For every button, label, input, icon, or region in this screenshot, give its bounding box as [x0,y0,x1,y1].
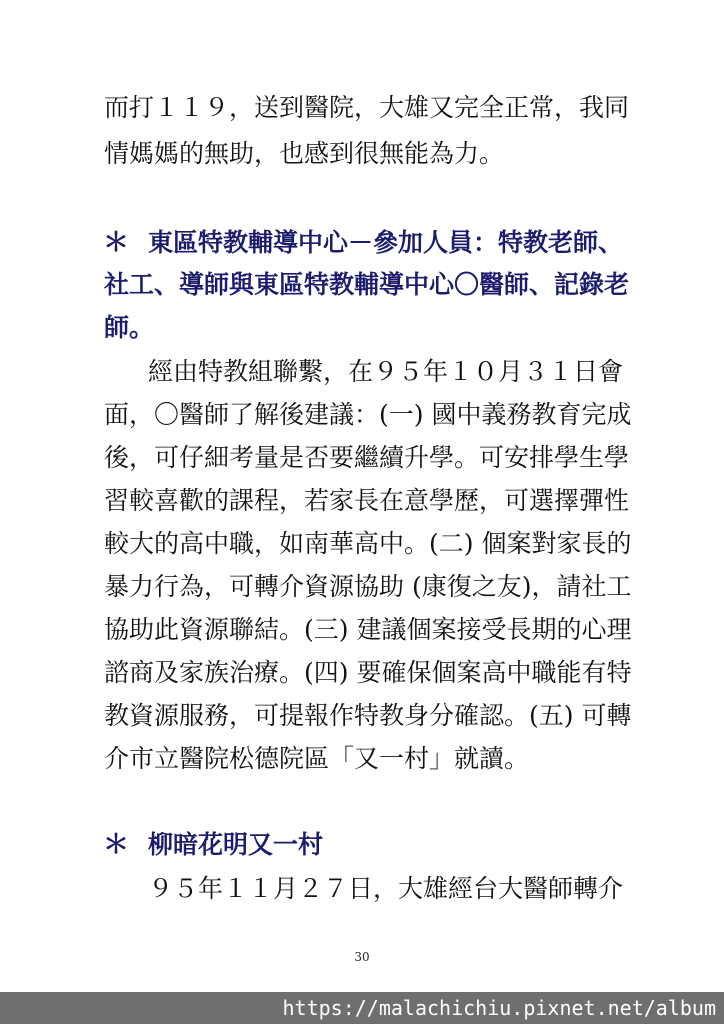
section2-heading: 柳暗花明又一村 [148,830,324,859]
page-number: 30 [354,950,370,964]
intro-line-1: 而打１１９，送到醫院，大雄又完全正常，我同 [104,93,630,122]
section1-body-line-6: 暴力行為，可轉介資源協助 (康復之友)，請社工 [104,572,632,601]
section1-body-line-10: 介市立醫院松德院區「又一村」就讀。 [104,744,530,773]
section1-body-line-2: 面，〇醫師了解後建議：(一) 國中義務教育完成 [104,400,632,429]
section1-body-line-5: 較大的高中職，如南華高中。(二) 個案對家長的 [104,529,632,558]
section2-body-line-1: ９５年１１月２７日，大雄經台大醫師轉介 [148,874,624,903]
watermark-bar [0,992,724,1024]
section1-heading-line-1: 東區特教輔導中心－參加人員：特教老師、 [148,228,624,257]
section1-body-line-9: 教資源服務，可提報作特教身分確認。(五) 可轉 [104,701,632,730]
intro-line-2: 情媽媽的無助，也感到很無能為力。 [104,139,505,168]
section1-body-line-4: 習較喜歡的課程，若家長在意學歷，可選擇彈性 [104,486,630,515]
section2-bullet: ＊ [103,830,130,860]
section1-heading-line-2: 社工、導師與東區特教輔導中心〇醫師、記錄老 [104,270,630,299]
section1-body-line-7: 協助此資源聯結。(三) 建議個案接受長期的心理 [104,615,632,644]
watermark-url: https://malachichiu.pixnet.net/album [282,996,716,1020]
section1-heading-line-3: 師。 [104,313,155,342]
section1-body-line-3: 後，可仔細考量是否要繼續升學。可安排學生學 [104,443,630,472]
section1-body-line-1: 經由特教組聯繫，在９５年１０月３１日會 [148,357,624,386]
section1-bullet: ＊ [103,228,130,258]
section1-body-line-8: 諮商及家族治療。(四) 要確保個案高中職能有特 [104,658,632,687]
